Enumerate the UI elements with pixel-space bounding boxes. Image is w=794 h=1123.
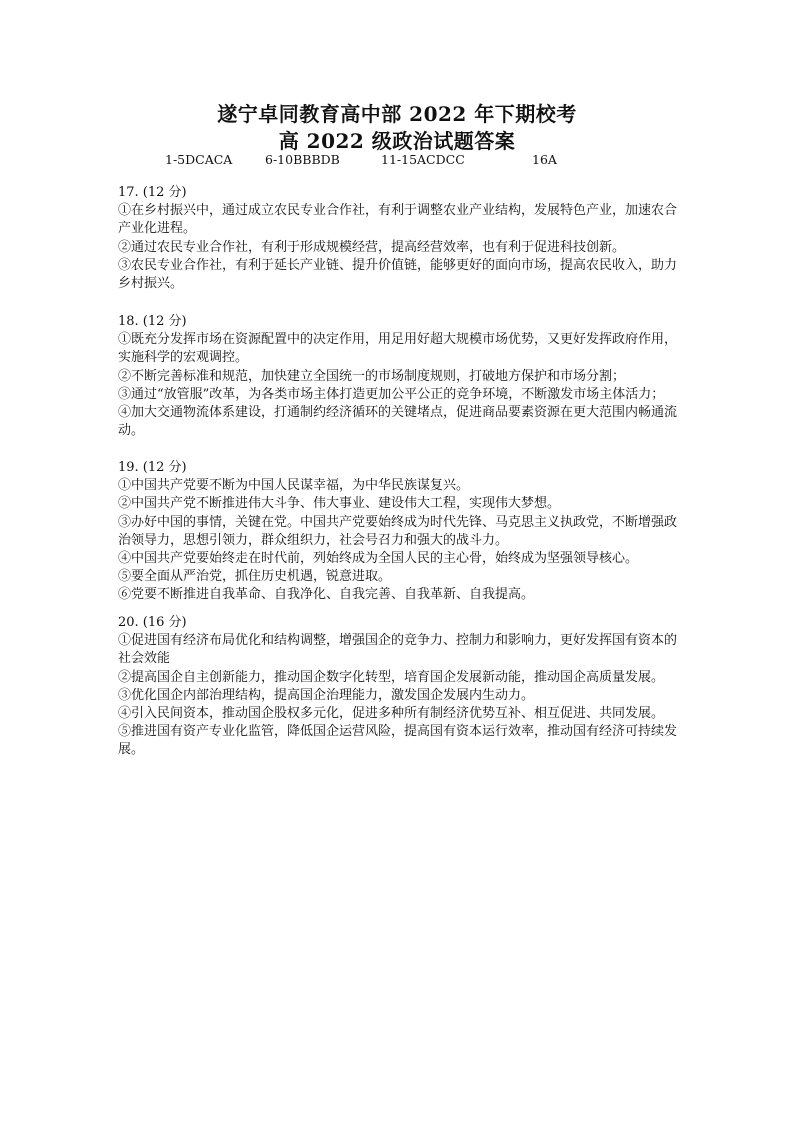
answer-section-17 [118,184,678,293]
choice-answers-1-5: 1-5DCACA [165,152,233,167]
answer-point: ④中国共产党要始终走在时代前，列始终成为全国人民的主心骨，始终成为坚强领导核心。 [118,551,639,567]
answer-section-19 [118,459,678,605]
answer-point: ①在乡村振兴中，通过成立农民专业合作社，有利于调整农业产业结构，发展特色产业，加速农合产业化进程。 [118,203,678,237]
document-title: 遂宁卓同教育高中部 2022 年下期校考 [217,102,577,126]
answer-point: ②提高国企自主创新能力，推动国企数字化转型，培育国企发展新动能，推动国企高质量发展。 [118,669,665,685]
document-subtitle: 高 2022 级政治试题答案 [278,129,516,153]
section-heading: 18. (12 分) [118,314,187,329]
answer-section-20 [118,614,678,760]
answer-point: ⑥党要不断推进自我革命、自我净化、自我完善、自我革新、自我提高。 [118,587,535,603]
answer-point: ③农民专业合作社，有利于延长产业链、提升价值链，能够更好的面向市场，提高农民收入，助力乡村振兴。 [118,257,678,292]
answer-section-18 [118,313,678,440]
answer-point: ③通过“放管服”改革，为各类市场主体打造更加公平公正的竞争环境，不断激发市场主体活力； [118,386,665,402]
choice-answers-6-10: 6-10BBBDB [265,152,340,167]
answer-point: ①中国共产党要不断为中国人民谋幸福，为中华民族谋复兴。 [118,478,470,494]
answer-point: ①促进国有经济布局优化和结构调整，增强国企的竞争力、控制力和影响力，更好发挥国有资本的社会效能 [118,633,678,667]
section-heading: 17. (12 分) [118,185,187,200]
section-heading: 19. (12 分) [118,460,187,475]
answer-point: ②中国共产党不断推进伟大斗争、伟大事业、建设伟大工程，实现伟大梦想。 [118,496,561,512]
answer-point: ②通过农民专业合作社，有利于形成规模经营，提高经营效率，也有利于促进科技创新。 [118,239,626,255]
choice-answer-16: 16A [532,152,557,167]
answer-point: ①既充分发挥市场在资源配置中的决定作用，用足用好超大规模市场优势，又更好发挥政府作用，实施科学的宏观调控。 [118,332,678,366]
answer-point: ③优化国企内部治理结构，提高国企治理能力，激发国企发展内生动力。 [118,687,535,703]
answer-point: ⑤要全面从严治党，抓住历史机遇，锐意进取。 [118,569,392,585]
answer-point: ⑤推进国有资产专业化监管，降低国企运营风险，提高国有资本运行效率，推动国有经济可持续发展。 [118,724,678,758]
answer-point: ④加大交通物流体系建设，打通制约经济循环的关键堵点，促进商品要素资源在更大范围内畅通流动。 [118,405,678,439]
answer-point: ③办好中国的事情，关键在党。中国共产党要始终成为时代先锋、马克思主义执政党，不断增强政治领导力，思想引领力，群众组织力，社会号召力和强大的战斗力。 [118,514,678,548]
answer-point: ④引入民间资本，推动国企股权多元化，促进多种所有制经济优势互补、相互促进、共同发展。 [118,706,665,722]
section-heading: 20. (16 分) [118,615,187,630]
answer-point: ②不断完善标准和规范，加快建立全国统一的市场制度规则，打破地方保护和市场分割； [118,368,626,384]
choice-answers-11-15: 11-15ACDCC [381,152,465,167]
